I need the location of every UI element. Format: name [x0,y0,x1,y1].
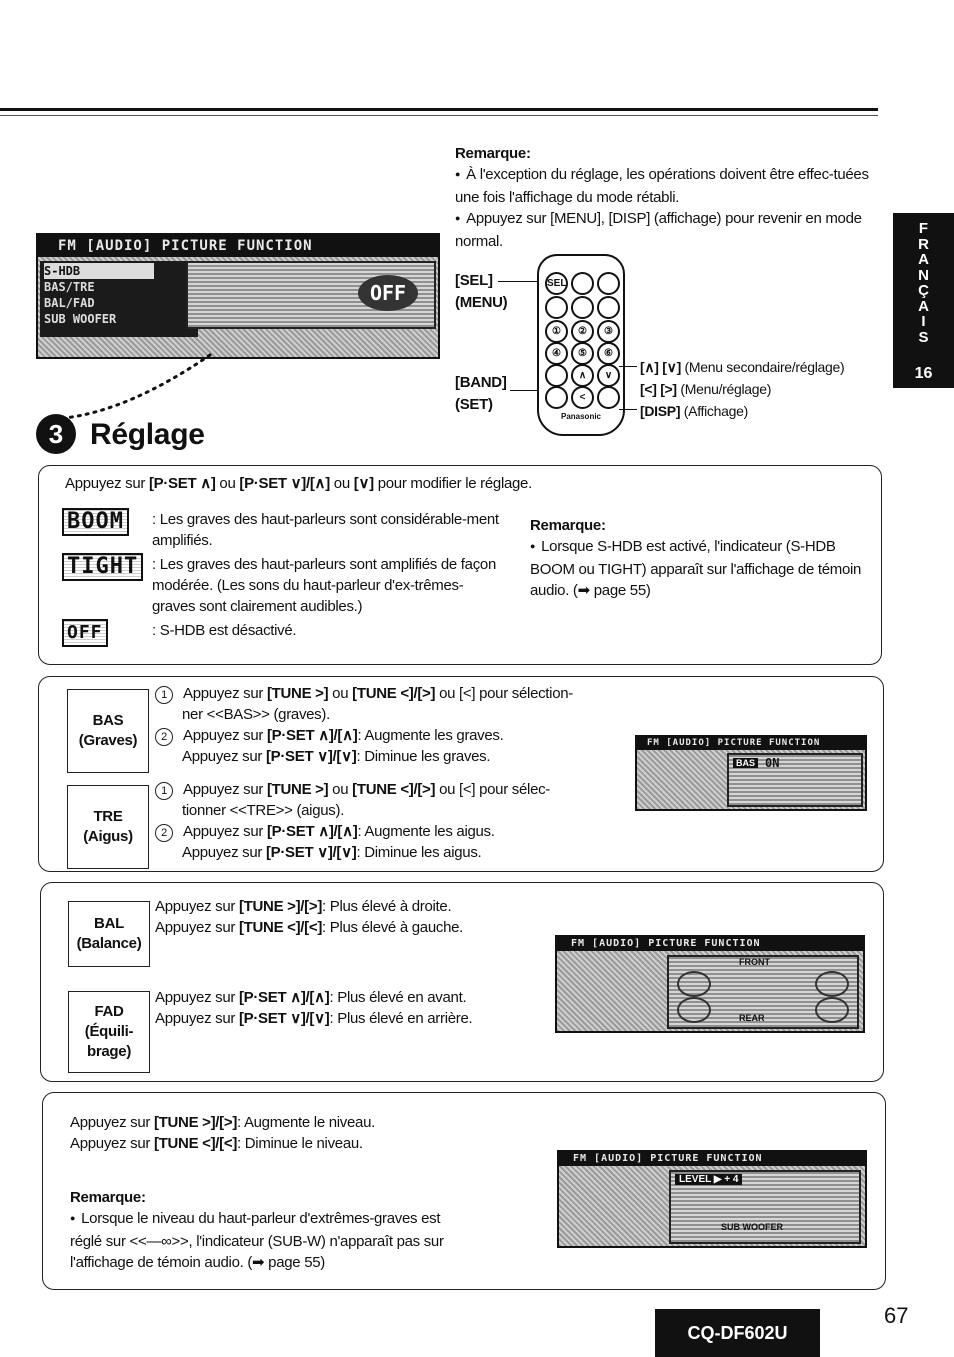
text: ou [329,475,354,492]
top-note [455,143,875,252]
bas-label-title: BAS [92,712,124,729]
key: [P·SET ∨]/[∨] [238,1010,330,1027]
text: ou [<] pour sélection- [435,685,573,702]
lcd-display-level [557,1150,867,1248]
remote-button[interactable] [597,296,620,319]
tre-label-sub: (Aigus) [83,828,133,845]
label-menu: (MENU) [455,294,508,311]
label-sel: [SEL] [455,272,493,289]
speaker-icon [815,971,849,997]
key: [TUNE <]/[<] [238,919,323,936]
bal-label-title: BAL [94,915,124,932]
lcd-sub: SUB WOOFER [721,1222,783,1232]
lcd-header: FM [AUDIO] PICTURE FUNCTION [38,235,438,257]
lcd-value-panel [727,753,863,807]
language-tab [893,213,954,388]
shdb-instruction [65,473,532,494]
lcd-menu [40,261,198,337]
step-number: 1 [155,686,173,704]
key: [TUNE >]/[>] [153,1114,238,1131]
fad-instructions [155,987,472,1029]
top-note-bullet-1: ● À l'exception du réglage, les opérations doivent être effec-tuées une fois l'affichage du mode rétabli. [455,164,875,208]
remote-down-button[interactable]: ∨ [597,364,620,387]
text: pour modifier le réglage. [373,475,532,492]
text: : Augmente les graves. [357,727,504,744]
key: [P·SET ∧]/[∧] [238,989,330,1006]
tight-badge: TIGHT [62,553,143,581]
level-note-title: Remarque: [70,1189,146,1206]
text: Appuyez sur [155,919,239,936]
level-instructions [70,1112,375,1154]
text: Appuyez sur [70,1114,154,1131]
top-rule [0,108,878,111]
text: Appuyez sur [155,989,239,1006]
speaker-icon [677,971,711,997]
level-note-text: ● Lorsque le niveau du haut-parleur d'extrêmes-graves est réglé sur <<—∞>>, l'indicateur (SUB-W) n'apparaît pas sur l'affichage de témoin audio. (➡ page 55) [70,1208,465,1273]
key-desc: (Menu/réglage) [680,381,772,397]
bas-label [67,689,149,773]
page-number: 67 [884,1303,909,1328]
off-text: : S-HDB est désactivé. [152,622,297,639]
lcd-menu-item: BAS/TRE [44,280,95,294]
remote-button[interactable] [597,272,620,295]
text: tionner <<TRE>> (aigus). [182,802,345,819]
key: [TUNE >] [266,781,329,798]
text: : Augmente le niveau. [237,1114,375,1131]
key: [P·SET ∧]/[∧] [266,727,358,744]
key: [P·SET ∨]/[∨] [265,748,357,765]
key: [TUNE <]/[>] [352,781,436,798]
label-set: (SET) [455,396,493,413]
text: : Plus élevé en avant. [329,989,467,1006]
key: [TUNE >]/[>] [238,898,323,915]
fad-label [68,991,150,1073]
top-note-bullet-2: ● Appuyez sur [MENU], [DISP] (affichage) pour revenir en mode normal. [455,208,875,252]
text: Appuyez sur [70,1135,154,1152]
remote-control [537,254,625,436]
key: [P·SET ∨]/[∨] [265,844,357,861]
top-note-title: Remarque: [455,145,531,162]
remote-brand: Panasonic [560,412,601,421]
text: : Diminue les graves. [356,748,491,765]
remote-button[interactable] [571,272,594,295]
key: [TUNE <]/[<] [153,1135,238,1152]
lcd-display-bas [635,735,867,811]
text: : Plus élevé à droite. [322,898,452,915]
text: Appuyez sur [155,898,239,915]
lcd-rear: REAR [739,1013,765,1023]
tight-text: : Les graves des haut-parleurs sont amplifiés de façon modérée. (Les sons du haut-parleur d'ex-trêmes-graves sont clairement audibles.) [152,556,496,615]
remote-sel-button[interactable]: SEL [545,272,568,295]
bal-label-sub: (Balance) [76,935,142,952]
text: ou [<] pour sélec- [435,781,551,798]
lcd-level: LEVEL ▶ + 4 [675,1174,742,1185]
remote-band-button[interactable] [545,386,568,409]
text: ner <<BAS>> (graves). [182,706,330,723]
text: : Augmente les aigus. [357,823,495,840]
remote-preset-button[interactable]: ⑤ [571,342,594,365]
text: ou [328,685,353,702]
remote-preset-button[interactable]: ① [545,320,568,343]
text: Appuyez sur [155,1010,239,1027]
section-title: Réglage [90,418,205,451]
key: [∨] [353,475,374,492]
fad-label-sub: (Équili- [84,1023,134,1040]
lcd-header: FM [AUDIO] PICTURE FUNCTION [637,737,865,750]
tre-label [67,785,149,869]
lcd-display-main [36,233,440,359]
lcd-value: OFF [358,275,418,311]
speaker-icon [677,997,711,1023]
text: : Plus élevé en arrière. [329,1010,473,1027]
remote-left-button[interactable]: < [571,386,594,409]
lcd-header: FM [AUDIO] PICTURE FUNCTION [557,937,863,951]
lcd-display-balance [555,935,865,1033]
model-label: CQ-DF602U [655,1309,820,1357]
lcd-field: BAS [733,758,758,768]
step-number: 2 [155,824,173,842]
text: ou [215,475,240,492]
key: [TUNE >] [266,685,329,702]
tre-instructions [155,779,550,863]
lcd-front: FRONT [739,957,770,967]
bas-instructions [155,683,573,767]
remote-button[interactable] [571,296,594,319]
tre-label-title: TRE [93,808,123,825]
bal-instructions [155,896,463,938]
key-desc: (Affichage) [683,403,748,419]
text: ou [328,781,353,798]
text: : Diminue les aigus. [356,844,482,861]
lcd-header: FM [AUDIO] PICTURE FUNCTION [559,1152,865,1166]
text: Appuyez sur [183,823,267,840]
label-band: [BAND] [455,374,507,391]
leader-line [498,281,540,282]
language-tab-letters: F R A N Ç A I S [918,220,929,346]
shdb-note-title: Remarque: [530,517,606,534]
remote-preset-button[interactable]: ⑥ [597,342,620,365]
lcd-menu-item: S-HDB [44,263,154,279]
lcd-balance-panel [667,955,859,1029]
text: : Diminue le niveau. [237,1135,363,1152]
key-desc: (Menu secondaire/réglage) [684,359,845,375]
key-disp: [DISP] [640,403,681,419]
step-number: 2 [155,728,173,746]
text: Appuyez sur [183,727,267,744]
fad-label-sub: brage) [86,1043,132,1060]
remote-preset-button[interactable]: ② [571,320,594,343]
text: Appuyez sur [183,781,267,798]
bal-label [68,901,150,967]
fad-label-title: FAD [94,1003,124,1020]
key: [TUNE <]/[>] [352,685,436,702]
shdb-note-text: ● Lorsque S-HDB est activé, l'indicateur (S-HDB BOOM ou TIGHT) apparaît sur l'affichage de témoin audio. (➡ page 55) [530,536,870,601]
remote-button[interactable] [545,296,568,319]
text: : Plus élevé à gauche. [322,919,464,936]
leader-line [619,366,637,367]
boom-text: : Les graves des haut-parleurs sont considérable-ment amplifiés. [152,511,499,549]
leader-line [619,409,637,410]
text: Appuyez sur [182,748,266,765]
key-left-right: [<] [>] [640,381,677,397]
step-number: 1 [155,782,173,800]
text: Appuyez sur [182,844,266,861]
bas-label-sub: (Graves) [78,732,138,749]
remote-up-button[interactable]: ∧ [571,364,594,387]
key-up-down: [∧] [∨] [640,359,681,375]
key: [P·SET ∧] [148,475,216,492]
key: [P·SET ∧]/[∧] [266,823,358,840]
lcd-value-panel [186,261,436,329]
section-number-badge: 3 [36,414,76,454]
remote-button[interactable] [545,364,568,387]
remote-left-labels [455,270,507,416]
lcd-level-panel [669,1170,861,1244]
remote-preset-button[interactable]: ④ [545,342,568,365]
remote-disp-button[interactable] [597,386,620,409]
off-badge: OFF [62,619,108,647]
remote-right-labels [640,356,844,422]
text: Appuyez sur [65,475,149,492]
top-rule-thin [0,115,878,116]
shdb-note [530,515,870,601]
language-tab-number: 16 [914,365,933,382]
text: Appuyez sur [183,685,267,702]
key: [P·SET ∨]/[∧] [239,475,330,492]
lcd-value: 0N [765,756,780,770]
boom-badge: BOOM [62,508,129,536]
speaker-icon [815,997,849,1023]
remote-preset-button[interactable]: ③ [597,320,620,343]
lcd-menu-item: SUB WOOFER [44,312,117,326]
level-note [70,1187,465,1273]
lcd-menu-item: BAL/FAD [44,296,95,310]
